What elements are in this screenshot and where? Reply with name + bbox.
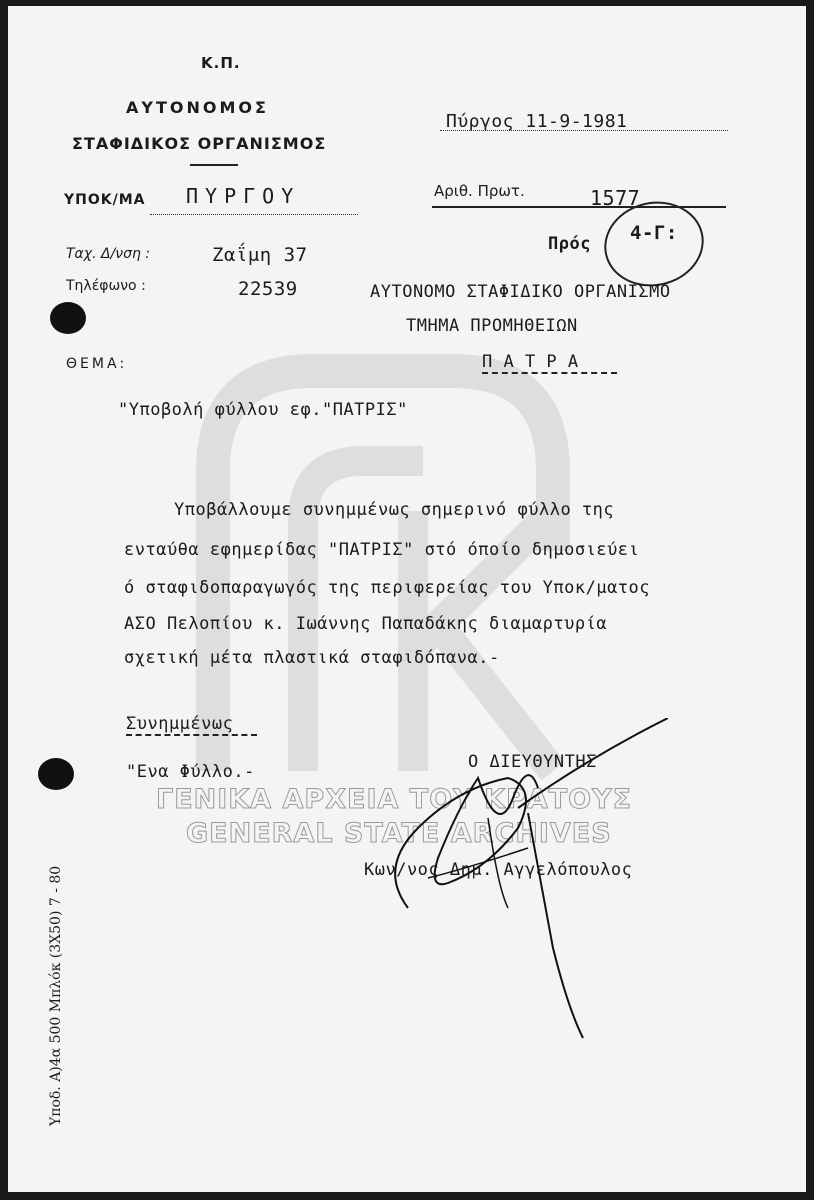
archives-stamp-english: GENERAL STATE ARCHIVES (186, 818, 612, 849)
body-line-5: σχετική μέτα πλαστικά σταφιδόπανα.- (124, 648, 500, 668)
branch-value: ΠΥΡΓΟΥ (186, 184, 301, 208)
punch-hole-top (50, 302, 86, 334)
archives-stamp-greek: ΓΕΝΙΚΑ ΑΡΧΕΙΑ ΤΟΥ ΚΡΑΤΟΥΣ (156, 784, 633, 815)
recipient-line1: ΑΥΤΟΝΟΜΟ ΣΤΑΦΙΔΙΚΟ ΟΡΓΑΝΙΣΜΟ (370, 282, 671, 302)
subject-text: "Υποβολή φύλλου εφ."ΠΑΤΡΙΣ" (118, 400, 408, 420)
phone-value: 22539 (238, 278, 298, 300)
signatory-title: Ο ΔΙΕΥΘΥΝΤΗΣ (468, 752, 597, 772)
protocol-label: Αριθ. Πρωτ. (434, 182, 525, 200)
signatory-name: Κων/νος Δημ. Αγγελόπουλος (364, 860, 633, 880)
print-note: Υποδ. Α)4α 500 Μπλόκ (3Χ50) 7 - 80 (48, 865, 64, 1126)
address-label: Ταχ. Δ/νση : (66, 246, 150, 262)
protocol-number: 1577 (590, 186, 641, 210)
attachments-label: Συνημμένως (126, 714, 257, 736)
org-name-line1: ΑΥΤΟΝΟΜΟΣ (126, 98, 269, 117)
phone-label: Τηλέφωνο : (66, 278, 146, 294)
place-date: Πύργος 11-9-1981 (446, 111, 628, 132)
org-name-line2: ΣΤΑΦΙΔΙΚΟΣ ΟΡΓΑΝΙΣΜΟΣ (72, 134, 327, 153)
branch-label: ΥΠΟΚ/ΜΑ (64, 192, 146, 208)
recipient-line2: ΤΜΗΜΑ ΠΡΟΜΗΘΕΙΩΝ (406, 316, 578, 336)
body-line-3: ό σταφιδοπαραγωγός της περιφερείας του Υποκ/ματος (124, 578, 651, 598)
body-line-4: ΑΣΟ Πελοπίου κ. Ιωάννης Παπαδάκης διαμαρτυρία (124, 614, 608, 634)
to-code: 4-Γ: (630, 222, 678, 244)
punch-hole-bottom (38, 758, 74, 790)
branch-line (150, 214, 358, 215)
subject-label: ΘΕΜΑ: (66, 356, 128, 372)
handwritten-signature (368, 718, 668, 1048)
kp-label: Κ.Π. (201, 54, 241, 72)
attachments-item: "Ενα Φύλλο.- (126, 762, 255, 782)
body-line-1: Υποβάλλουμε συνημμένως σημερινό φύλλο της (174, 500, 615, 520)
document-page (8, 6, 806, 1192)
address-value: Ζαΐμη 37 (212, 244, 308, 266)
recipient-line3: Π Α Τ Ρ Α (482, 352, 617, 374)
to-label: Πρός (548, 234, 591, 254)
header-rule (190, 164, 238, 166)
body-line-2: ενταύθα εφημερίδας "ΠΑΤΡΙΣ" στό όποίο δημοσιεύει (124, 540, 640, 560)
